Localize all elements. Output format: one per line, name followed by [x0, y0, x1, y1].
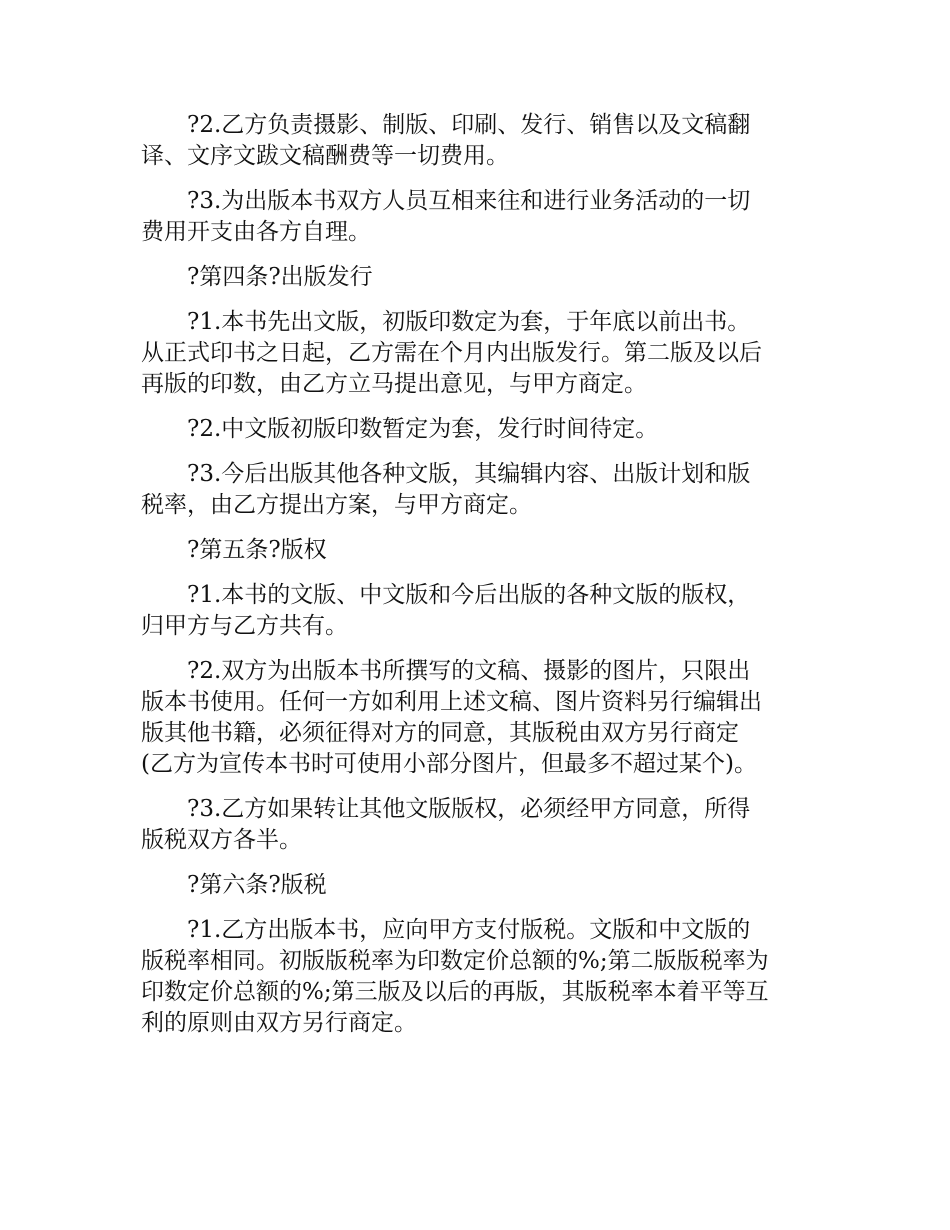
text-line: 税率，由乙方提出方案，与甲方商定。 — [141, 492, 532, 518]
text-line: ?1.乙方出版本书，应向甲方支付版税。文版和中文版的 — [187, 917, 751, 943]
text-line: ?1.本书先出文版，初版印数定为套，于年底以前出书。 — [187, 309, 751, 335]
text-line: 版本书使用。任何一方如利用上述文稿、图片资料另行编辑出 — [141, 689, 762, 715]
heading-text: ?第四条?出版发行 — [187, 264, 373, 290]
text-line: ?1.本书的文版、中文版和今后出版的各种文版的版权， — [187, 582, 751, 608]
paragraph — [141, 459, 813, 521]
text-line: 印数定价总额的%;第三版及以后的再版，其版税率本着平等互 — [141, 979, 769, 1005]
text-line: 费用开支由各方自理。 — [141, 219, 371, 245]
text-line: ?2.乙方负责摄影、制版、印刷、发行、销售以及文稿翻 — [187, 112, 751, 138]
text-line: 从正式印书之日起，乙方需在个月内出版发行。第二版及以后 — [141, 340, 762, 366]
paragraph — [141, 110, 813, 172]
text-line: 利的原则由双方另行商定。 — [141, 1010, 417, 1036]
text-line: 译、文序文跋文稿酬费等一切费用。 — [141, 143, 509, 169]
paragraph — [141, 186, 813, 248]
text-line: 再版的印数，由乙方立马提出意见，与甲方商定。 — [141, 371, 647, 397]
paragraph — [141, 794, 813, 856]
paragraph — [141, 656, 813, 780]
text-line: 归甲方与乙方共有。 — [141, 613, 348, 639]
text-line: (乙方为宣传本书时可使用小部分图片，但最多不超过某个)。 — [141, 751, 757, 777]
text-line: 版税率相同。初版版税率为印数定价总额的%;第二版版税率为 — [141, 948, 769, 974]
paragraph — [141, 580, 813, 642]
paragraph — [141, 307, 813, 400]
text-line: ?2.双方为出版本书所撰写的文稿、摄影的图片，只限出 — [187, 658, 751, 684]
text-line: 版其他书籍，必须征得对方的同意，其版税由双方另行商定 — [141, 720, 739, 746]
heading-text: ?第六条?版税 — [187, 872, 327, 898]
text-line: ?3.为出版本书双方人员互相来往和进行业务活动的一切 — [187, 188, 751, 214]
section-heading — [141, 262, 813, 293]
text-line: ?3.乙方如果转让其他文版版权，必须经甲方同意，所得 — [187, 796, 751, 822]
text-line: ?2.中文版初版印数暂定为套，发行时间待定。 — [187, 416, 659, 442]
text-line: ?3.今后出版其他各种文版，其编辑内容、出版计划和版 — [187, 461, 751, 487]
paragraph — [141, 414, 813, 445]
text-line: 版税双方各半。 — [141, 827, 302, 853]
section-heading — [141, 870, 813, 901]
heading-text: ?第五条?版权 — [187, 537, 327, 563]
paragraph — [141, 915, 813, 1039]
section-heading — [141, 535, 813, 566]
document-body — [141, 110, 813, 1053]
